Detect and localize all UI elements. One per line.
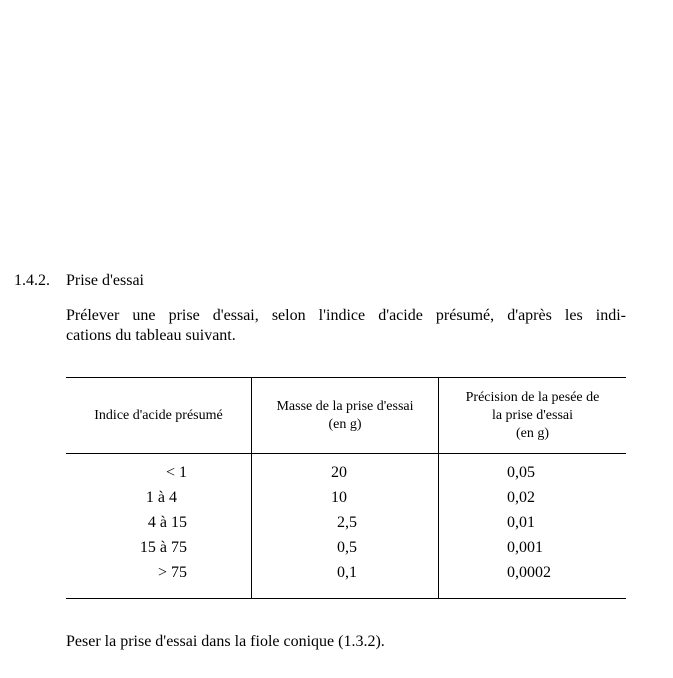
intro-paragraph	[66, 306, 626, 346]
table-row	[66, 539, 626, 564]
cell-precision: 0,02	[507, 489, 535, 506]
test-portion-table	[66, 377, 626, 599]
header-line: (en g)	[328, 416, 362, 432]
header-precision	[439, 378, 626, 453]
cell-mass: 0,1	[337, 564, 357, 581]
cell-precision: 0,0002	[507, 564, 551, 581]
section-number: 1.4.2.	[14, 272, 50, 289]
cell-acid-index: > 75	[157, 564, 187, 581]
cell-mass: 0,5	[337, 539, 357, 556]
section-title: Prise d'essai	[66, 272, 144, 289]
cell-precision: 0,001	[507, 539, 543, 556]
intro-line-2: cations du tableau suivant.	[66, 327, 236, 344]
header-line: la prise d'essai	[491, 407, 574, 423]
cell-acid-index: 15 à 75	[139, 539, 187, 556]
cell-acid-index: 1 à 4	[145, 489, 177, 506]
closing-paragraph: Peser la prise d'essai dans la fiole conique (1.3.2).	[66, 633, 385, 650]
cell-precision: 0,05	[507, 464, 535, 481]
header-mass	[252, 378, 438, 453]
cell-acid-index: 4 à 15	[147, 514, 187, 531]
header-line: Précision de la pesée de	[465, 389, 600, 405]
cell-precision: 0,01	[507, 514, 535, 531]
table-row	[66, 564, 626, 589]
intro-line-1: Prélever une prise d'essai, selon l'indice d'acide présumé, d'après les indi-	[66, 307, 626, 324]
cell-mass: 20	[331, 464, 347, 481]
cell-acid-index: < 1	[165, 464, 187, 481]
cell-mass: 10	[331, 489, 347, 506]
cell-mass: 2,5	[337, 514, 357, 531]
table-row	[66, 464, 626, 489]
table-row	[66, 489, 626, 514]
header-line: Indice d'acide présumé	[94, 407, 223, 423]
section-heading	[14, 272, 144, 290]
header-acid-index	[66, 378, 251, 453]
header-line: Masse de la prise d'essai	[276, 398, 414, 414]
header-line: (en g)	[515, 425, 550, 441]
table-row	[66, 514, 626, 539]
table-header-divider	[66, 453, 626, 454]
